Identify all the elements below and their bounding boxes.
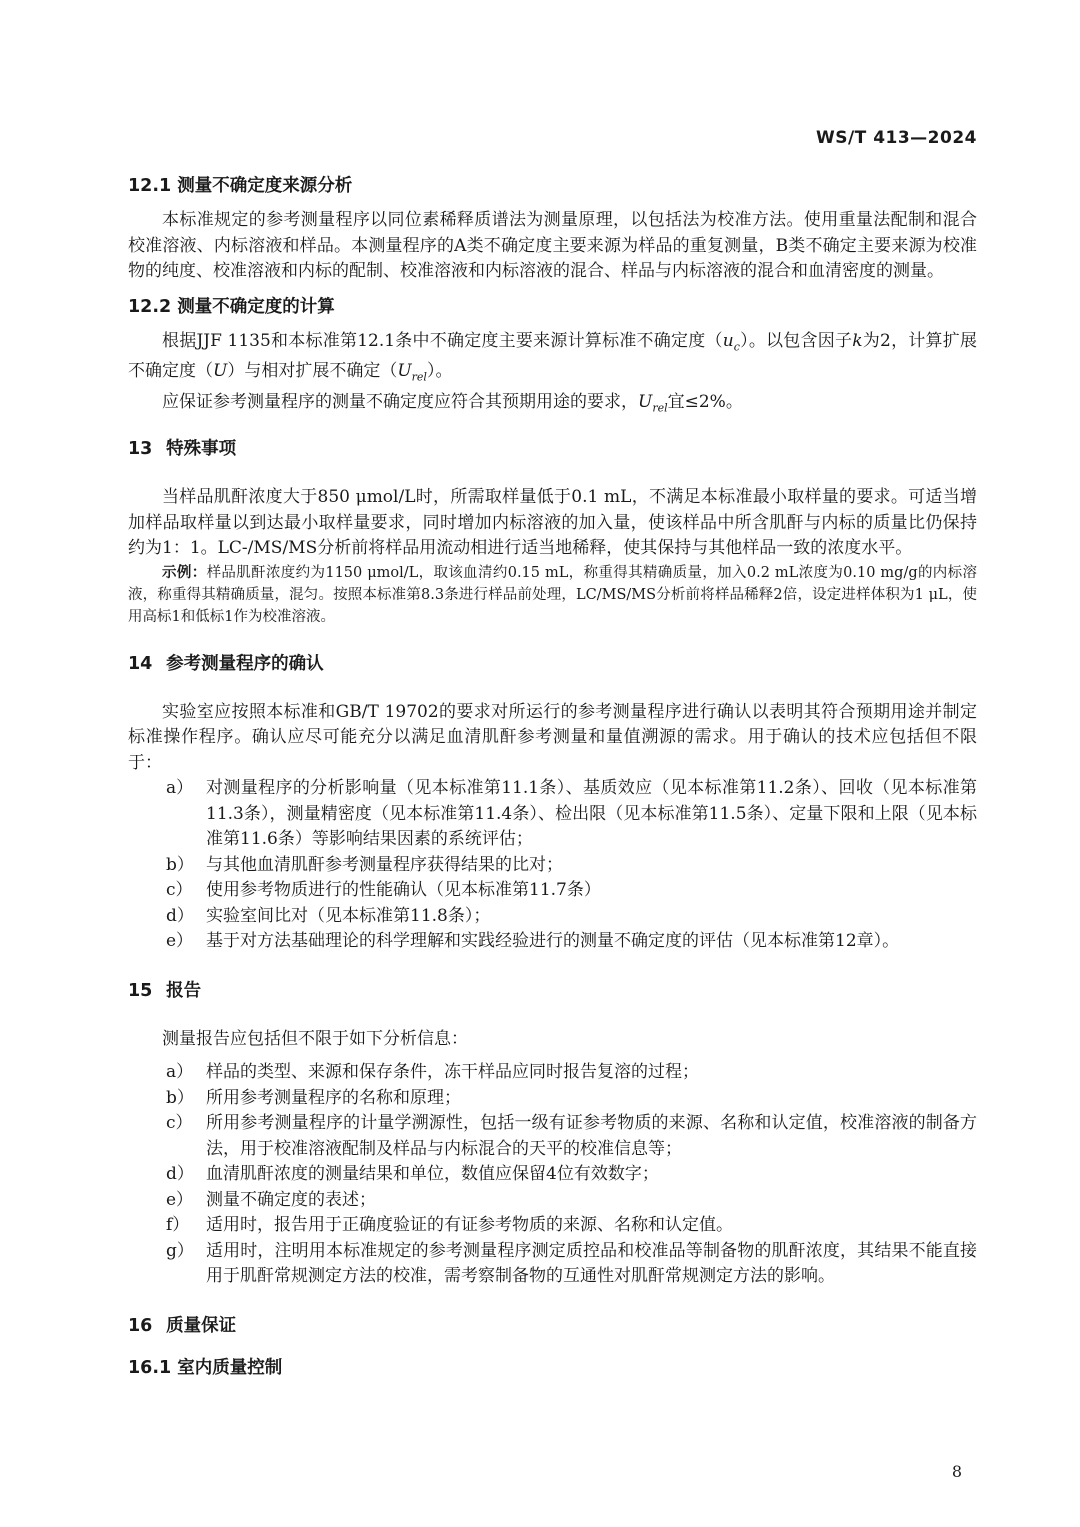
Urel-symbol: $U_{rel}$ <box>638 392 668 415</box>
list-item: d） 血清肌酐浓度的测量结果和单位，数值应保留4位有效数字； <box>166 1164 659 1185</box>
example-13 <box>128 562 977 628</box>
heading-title: 质量保证 <box>166 1315 237 1336</box>
heading-12-2 <box>128 293 977 321</box>
heading-number: 13 <box>128 439 153 460</box>
uc-symbol: $u_c$ <box>722 330 740 353</box>
paragraph-14: 实验室应按照本标准和GB/T 19702的要求对所运行的参考测量程序进行确认以表明其符合预期用途并制定标准操作程序。确认应尽可能充分以满足血清肌酐参考测量和量值溯源的需求。用于确认的技术应包括但不限于： <box>128 701 977 773</box>
list-item: d） 实验室间比对（见本标准第11.8条）； <box>166 905 491 926</box>
heading-number: 15 <box>128 980 153 1001</box>
heading-16 <box>128 1312 977 1340</box>
heading-title: 报告 <box>166 980 202 1001</box>
paragraph-15: 测量报告应包括但不限于如下分析信息： <box>162 1028 468 1049</box>
heading-title: 参考测量程序的确认 <box>166 653 324 674</box>
heading-15 <box>128 977 977 1005</box>
list-15 <box>128 1060 977 1290</box>
heading-13 <box>128 435 977 463</box>
document-code: WS/T 413—2024 <box>815 128 977 148</box>
list-item: a） 对测量程序的分析影响量（见本标准第11.1条）、基质效应（见本标准第11.2条）、回收（见本标准第11.3条），测量精密度（见本标准第11.4条）、检出限（见本标准第11.5条）、定量下限和上限（见本标准第11.6条）等影响结果因素的系统评估； <box>166 778 977 850</box>
heading-number: 14 <box>128 653 153 674</box>
list-item: e） 基于对方法基础理论的科学理解和实践经验进行的测量不确定度的评估（见本标准第12章）。 <box>166 931 900 952</box>
list-item: e） 测量不确定度的表述； <box>166 1189 376 1210</box>
list-item: b） 所用参考测量程序的名称和原理； <box>166 1087 461 1108</box>
example-text: 样品肌酐浓度约为1150 μmol/L，取该血清约0.15 mL，称重得其精确质量，加入0.2 mL浓度为0.10 mg/g的内标溶液，称重得其精确质量，混匀。按照本标准第8.3条进行样品前处理，LC/MS/MS分析前将样品稀释2倍，设定进样体积为1 μL，使用高标1和低标1作为校准溶液。 <box>128 564 978 625</box>
heading-title: 室内质量控制 <box>177 1357 283 1378</box>
heading-title: 测量不确定度的计算 <box>177 296 335 317</box>
k-symbol: k <box>852 330 863 351</box>
paragraph-12-1: 本标准规定的参考测量程序以同位素稀释质谱法为测量原理，以包括法为校准方法。使用重量法配制和混合校准溶液、内标溶液和样品。本测量程序的A类不确定度主要来源为样品的重复测量，B类不确定主要来源为校准物的纯度、校准溶液和内标的配制、校准溶液和内标溶液的混合、样品与内标溶液的混合和血清密度的测量。 <box>128 210 977 281</box>
heading-number: 16 <box>128 1315 153 1336</box>
page-number: 8 <box>951 1462 962 1481</box>
page-content <box>128 172 977 1382</box>
heading-number: 12.2 <box>128 296 172 317</box>
example-label: 示例： <box>162 564 207 581</box>
list-item: c） 使用参考物质进行的性能确认（见本标准第11.7条） <box>166 880 601 901</box>
list-item: b） 与其他血清肌酐参考测量程序获得结果的比对； <box>166 854 563 875</box>
heading-16-1 <box>128 1354 977 1382</box>
heading-number: 12.1 <box>128 176 172 196</box>
list-item: g） 适用时，注明用本标准规定的参考测量程序测定质控品和校准品等制备物的肌酐浓度，其结果不能直接用于肌酐常规测定方法的校准，需考察制备物的互通性对肌酐常规测定方法的影响。 <box>166 1240 977 1287</box>
paragraph-12-2-a: 根据JJF 1135和本标准第12.1条中不确定度主要来源计算标准不确定度$(u_c)$。以包含因子k为2，计算扩展不确定度（U）与相对扩展不确定$(U_{rel})$。 <box>128 330 977 384</box>
heading-title: 测量不确定度来源分析 <box>177 176 353 196</box>
heading-title: 特殊事项 <box>166 439 237 460</box>
list-14 <box>128 776 977 955</box>
list-item: f） 适用时，报告用于正确度验证的有证参考物质的来源、名称和认定值。 <box>166 1215 733 1236</box>
heading-12-1 <box>128 172 977 200</box>
U-symbol: U <box>213 361 228 382</box>
heading-number: 16.1 <box>128 1357 172 1378</box>
heading-14 <box>128 650 977 678</box>
list-item: a） 样品的类型、来源和保存条件，冻干样品应同时报告复溶的过程； <box>166 1062 699 1083</box>
Urel-symbol: $U_{rel}$ <box>397 361 427 384</box>
paragraph-13: 当样品肌酐浓度大于850 μmol/L时，所需取样量低于0.1 mL，不满足本标准最小取样量的要求。可适当增加样品取样量以到达最小取样量要求，同时增加内标溶液的加入量，使该样品中所含肌酐与内标的质量比仍保持约为1：1。LC-/MS/MS分析前将样品用流动相进行适当地稀释，使其保持与其他样品一致的浓度水平。 <box>128 487 977 559</box>
paragraph-12-2-b: 应保证参考测量程序的测量不确定度应符合其预期用途的要求，$U_{rel}$宜≤2%。 <box>162 392 743 415</box>
list-item: c） 所用参考测量程序的计量学溯源性，包括一级有证参考物质的来源、名称和认定值，校准溶液的制备方法，用于校准溶液配制及样品与内标混合的天平的校准信息等； <box>166 1113 977 1159</box>
